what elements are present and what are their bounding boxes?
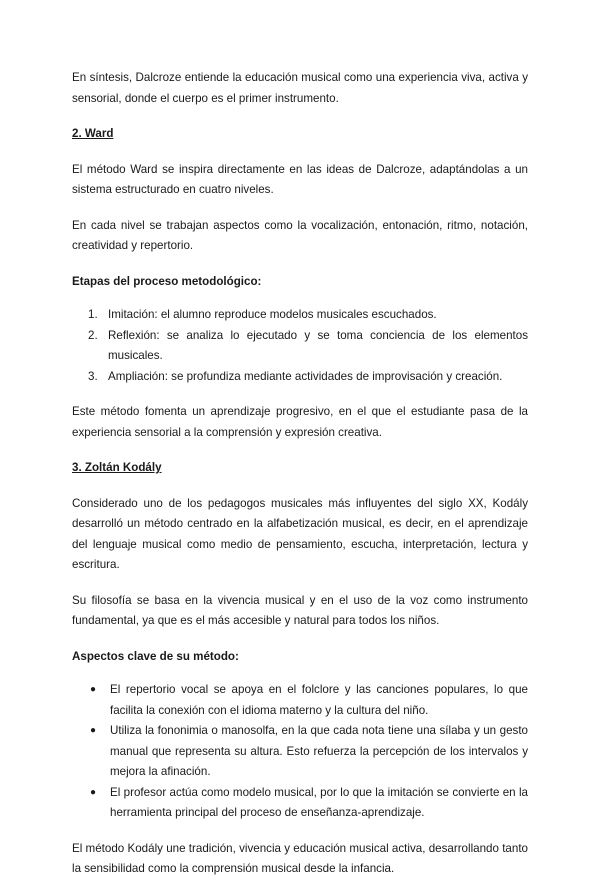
list-number: 3.	[88, 369, 98, 383]
ward-heading: 2. Ward	[72, 127, 114, 140]
list-item	[72, 367, 528, 388]
ward-paragraph-2: En cada nivel se trabajan aspectos como la vocalización, entonación, ritmo, notación, creatividad y repertorio.	[72, 218, 528, 252]
bullet-icon: ●	[90, 725, 97, 736]
kodaly-paragraph-2: Su filosofía se basa en la vivencia musical y en el uso de la voz como instrumento fundamental, ya que es el más accesible y natural para todos los niños.	[72, 593, 528, 627]
ward-stages-list	[72, 305, 528, 387]
bullet-icon: ●	[90, 786, 97, 798]
list-item-text: Ampliación: se profundiza mediante actividades de improvisación y creación.	[108, 369, 503, 383]
kodaly-aspects-list	[72, 680, 528, 824]
ward-stages-heading: Etapas del proceso metodológico:	[72, 274, 262, 288]
list-item-text: El profesor actúa como modelo musical, por lo que la imitación se convierte en la herramienta principal del proceso de enseñanza-aprendizaje.	[110, 785, 528, 819]
list-item-text: Utiliza la fononimia o manosolfa, en la que cada nota tiene una sílaba y un gesto manual que representa su altura. Esto refuerza la percepción de los intervalos y mejora la afinación.	[110, 724, 528, 778]
list-item-text: Imitación: el alumno reproduce modelos musicales escuchados.	[108, 308, 437, 321]
list-item	[72, 680, 528, 721]
list-item	[72, 305, 528, 326]
intro-paragraph: En síntesis, Dalcroze entiende la educación musical como una experiencia viva, activa y sensorial, donde el cuerpo es el primer instrumento.	[72, 71, 528, 105]
list-item-text: El repertorio vocal se apoya en el folclore y las canciones populares, lo que facilita la conexión con el idioma materno y la cultura del niño.	[110, 683, 528, 717]
kodaly-paragraph-1: Considerado uno de los pedagogos musicales más influyentes del siglo XX, Kodály desarrolló un método centrado en la alfabetización musical, es decir, en el aprendizaje del lenguaje musical como medio de pensamiento, escucha, interpretación, lectura y escritura.	[72, 496, 528, 571]
ward-closing-paragraph: Este método fomenta un aprendizaje progresivo, en el que el estudiante pasa de la experiencia sensorial a la comprensión y expresión creativa.	[72, 405, 528, 439]
kodaly-heading: 3. Zoltán Kodály	[72, 461, 162, 474]
ward-paragraph-1: El método Ward se inspira directamente en las ideas de Dalcroze, adaptándolas a un sistema estructurado en cuatro niveles.	[72, 162, 528, 196]
kodaly-closing-paragraph: El método Kodály une tradición, vivencia y educación musical activa, desarrollando tanto la sensibilidad como la comprensión musical desde la infancia.	[72, 841, 528, 875]
list-item	[72, 326, 528, 367]
list-number: 1.	[88, 308, 98, 321]
list-item	[72, 783, 528, 824]
list-item-text: Reflexión: se analiza lo ejecutado y se toma conciencia de los elementos musicales.	[108, 328, 528, 362]
list-number: 2.	[88, 328, 98, 342]
kodaly-aspects-heading: Aspectos clave de su método:	[72, 649, 239, 663]
bullet-icon: ●	[90, 684, 97, 695]
list-item	[72, 721, 528, 783]
